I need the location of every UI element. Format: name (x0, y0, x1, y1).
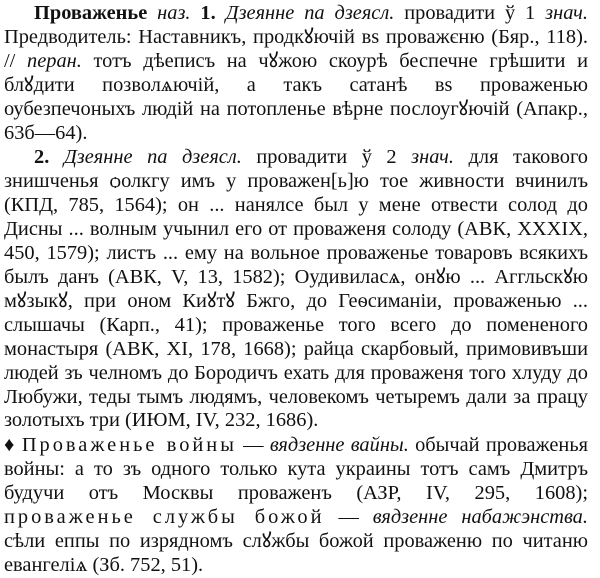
phrase-2-gloss: вядзенне набажэнства. (372, 506, 588, 529)
sense-2-citations: для такового знишченья ѻолкгу имъ у проважен[ь]ю тое живности вчинилъ (КПД, 785, 1564); он ... нанялсе был у мене отвести солод до Дисны ... волным учынил его от проваженя солоду (АВК, XXXIX, 450, 1579); листъ ... ему на вольное проваженье товаровъ всякихъ былъ данъ (АВК, V, 13, 1582); Оудивиласѧ, онꙋю ... Аггльскꙋю мꙋзыкꙋ, при оном Киꙋтꙋ Бжго, до Геѳсиманіи, проваженью ... слышачы (Карп., 41); проваженье того всего до помененого монастыря (АВК, XI, 178, 1668); райца скарбовый, примовивъши людей зъ челномъ до Бородичъ ехать для проваженя того хлуду до Любужи, теды тымъ людямъ, человекомъ четыремъ дали за працу золотыхъ три (ИЮМ, IV, 232, 1686). (4, 146, 588, 432)
phrase-2-citation: сѣли еппы по изрядномъ слꙋжбы божой проваженю по читаню евангеліѧ (Зб. 752, 51). (4, 529, 588, 576)
figurative-label: перан. (27, 49, 82, 72)
phrase-2-dash: — (338, 506, 359, 529)
phrases-paragraph (4, 434, 588, 577)
phrase-1-citation: обычай проваженья войны: а то зъ одного только кута украины тотъ самъ Дмитръ будучи отъ Москвы проваженъ (АЗР, IV, 295, 1608); (4, 434, 588, 505)
sense-2-reference-label: знач. (411, 146, 454, 169)
sense-1-citation-b: тотъ дѣеписъ на чꙋжою скоурѣ беспечне грѣшити и блꙋдити позволѧючій, а такъ сатанѣ вѕ проваженью оубезпечоныхъ людій на потопленье вѣрне послоугꙋючій (Апакр., 63б—64). (4, 49, 588, 144)
sense-2-reference: провадити ў 2 (256, 146, 397, 169)
sense-number-1: 1. (200, 2, 216, 24)
phrase-1: Проваженье войны (21, 434, 237, 457)
sense-number-2: 2. (34, 146, 50, 169)
sense-1-definition: Дзеянне па дзеясл. (225, 2, 395, 24)
sense-1-citation-a: Предводитель: Наставникъ, продкꙋючій вѕ проважєню (Бяр., 118). // (4, 25, 588, 72)
headword: Проваженье (34, 2, 148, 24)
sense-1-reference-label: знач. (545, 2, 588, 24)
sense-2-definition: Дзеянне па дзеясл. (63, 146, 242, 169)
sense-1-paragraph (4, 2, 588, 145)
phrase-1-gloss: вядзенне вайны. (269, 434, 409, 457)
phrase-marker-icon: ♦ (4, 434, 16, 457)
phrase-2: проваженье службы божой (4, 506, 325, 529)
grammar-label: наз. (157, 2, 191, 24)
sense-2-paragraph (4, 146, 588, 433)
phrase-1-dash: — (243, 434, 264, 457)
sense-1-reference: провадити ў 1 (404, 2, 536, 24)
